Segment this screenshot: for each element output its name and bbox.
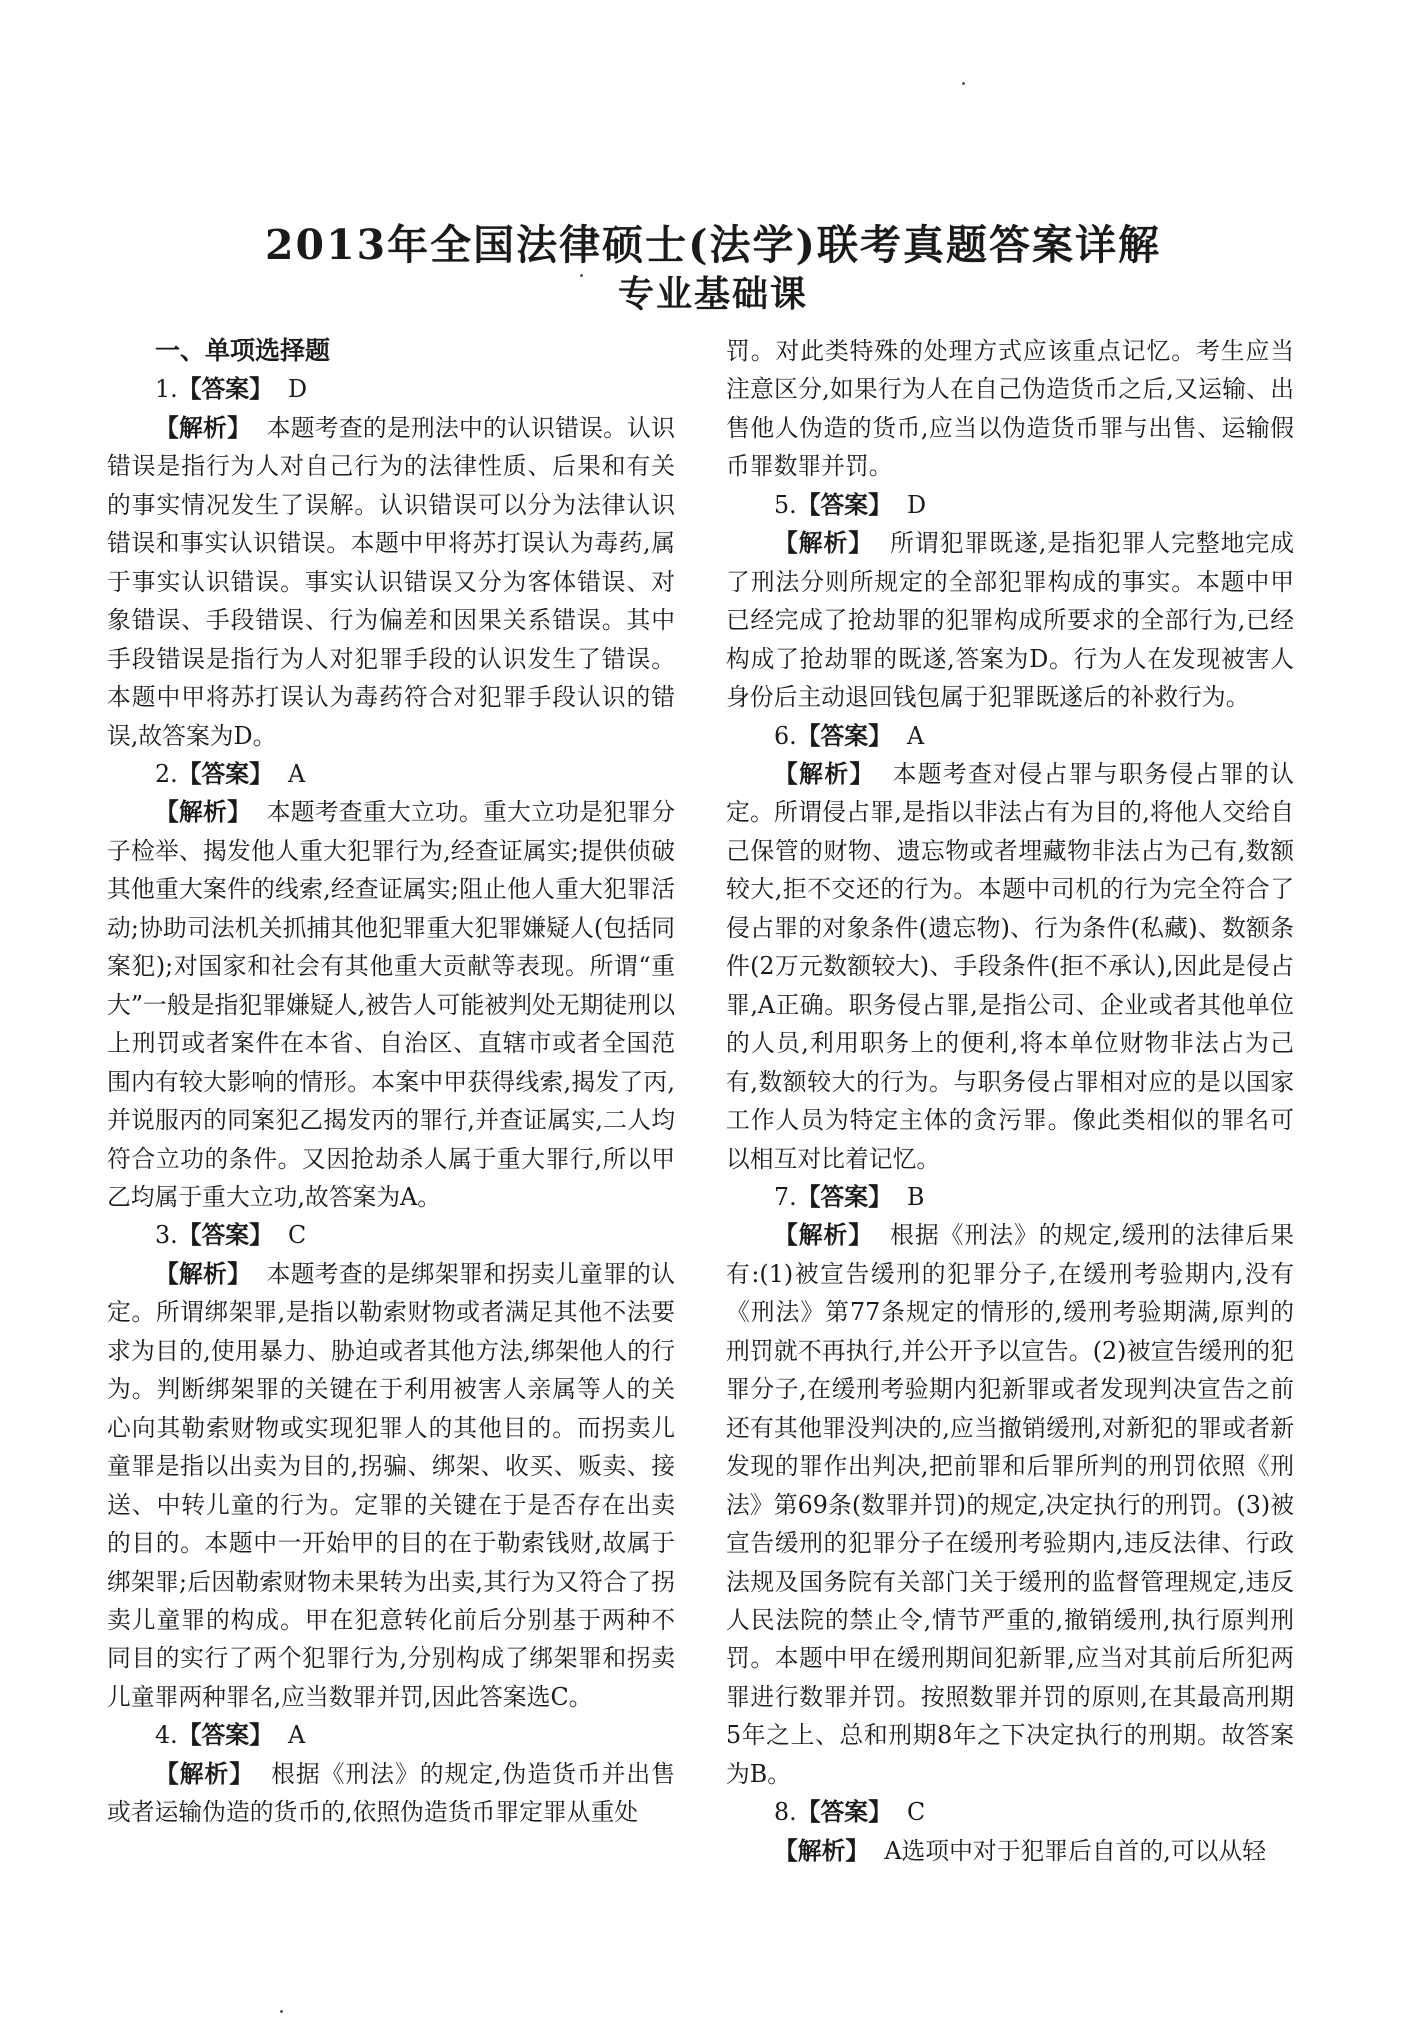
answer-value: D (907, 490, 927, 519)
explanation-tag: 【解析】 (774, 1221, 874, 1250)
answer-value: A (288, 1721, 306, 1750)
explanation-tag: 【解析】 (155, 798, 252, 827)
answer-tag: 【答案】 (177, 1721, 273, 1750)
answer-tag: 【答案】 (796, 1798, 892, 1827)
explanation-tag: 【解析】 (155, 413, 252, 442)
explanation-5 (726, 524, 1294, 716)
explanation-text: 根据《刑法》的规定,伪造货币并出售或者运输伪造的货币的,依照伪造货币罪定罪从重处 (107, 1759, 675, 1827)
answer-2 (107, 755, 675, 793)
explanation-text: 根据《刑法》的规定,缓刑的法律后果有:(1)被宣告缓刑的犯罪分子,在缓刑考验期内,没有《刑法》第77条规定的情形的,缓刑考验期满,原判的刑罚就不再执行,并公开予以宣告。(2)被宣告缓刑的犯罪分子,在缓刑考验期内犯新罪或者发现判决宣告之前还有其他罪没判决的,应当撤销缓刑,对新犯的罪或者新发现的罪作出判决,把前罪和后罪所判的刑罚依照《刑法》第69条(数罪并罚)的规定,决定执行的刑罚。(3)被宣告缓刑的犯罪分子在缓刑考验期内,违反法律、行政法规及国务院有关部门关于缓刑的监督管理规定,违反人民法院的禁止令,情节严重的,撤销缓刑,执行原判刑罚。本题中甲在缓刑期间犯新罪,应当对其前后所犯两罪进行数罪并罚。按照数罪并罚的原则,在其最高刑期5年之上、总和刑期8年之下决定执行的刑期。故答案为B。 (726, 1221, 1294, 1788)
explanation-tag: 【解析】 (774, 1836, 870, 1865)
answer-tag: 【答案】 (177, 1221, 273, 1250)
explanation-text: 本题考查重大立功。重大立功是犯罪分子检举、揭发他人重大犯罪行为,经查证属实;提供侦破其他重大案件的线索,经查证属实;阻止他人重大犯罪活动;协助司法机关抓捕其他犯罪重大犯罪嫌疑人(包括同案犯);对国家和社会有其他重大贡献等表现。所谓“重大”一般是指犯罪嫌疑人,被告人可能被判处无期徒刑以上刑罚或者案件在本省、自治区、直辖市或者全国范围内有较大影响的情形。本案中甲获得线索,揭发了丙,并说服丙的同案犯乙揭发丙的罪行,并查证属实,二人均符合立功的条件。又因抢劫杀人属于重大罪行,所以甲乙均属于重大立功,故答案为A。 (107, 798, 676, 1211)
explanation-text: 所谓犯罪既遂,是指犯罪人完整地完成了刑法分则所规定的全部犯罪构成的事实。本题中甲已经完成了抢劫罪的犯罪构成所要求的全部行为,已经构成了抢劫罪的既遂,答案为D。行为人在发现被害人身份后主动退回钱包属于犯罪既遂后的补救行为。 (726, 529, 1294, 712)
scan-speck (280, 2010, 283, 2013)
explanation-4 (107, 1755, 675, 1832)
explanation-tag: 【解析】 (155, 1759, 255, 1788)
answer-8 (726, 1793, 1294, 1831)
answer-value: C (907, 1798, 926, 1827)
explanation-1 (107, 409, 675, 755)
answer-number: 3. (155, 1221, 178, 1250)
page-title: 2013年全国法律硕士(法学)联考真题答案详解 (265, 221, 1161, 269)
right-column (726, 332, 1294, 1870)
scan-speck (962, 82, 965, 85)
answer-tag: 【答案】 (177, 759, 273, 788)
explanation-tag: 【解析】 (774, 529, 874, 558)
answer-value: C (288, 1221, 307, 1250)
answer-number: 7. (774, 1182, 797, 1211)
answer-number: 2. (155, 759, 178, 788)
explanation-4-continued: 罚。对此类特殊的处理方式应该重点记忆。考生应当注意区分,如果行为人在自己伪造货币之后,又运输、出售他人伪造的货币,应当以伪造货币罪与出售、运输假币罪数罪并罚。 (726, 337, 1294, 481)
answer-4 (107, 1716, 675, 1754)
explanation-8 (726, 1832, 1294, 1870)
explanation-text: A选项中对于犯罪后自首的,可以从轻 (884, 1836, 1267, 1865)
answer-value: D (288, 375, 308, 404)
answer-value: A (907, 721, 925, 750)
answer-6 (726, 717, 1294, 755)
explanation-6 (726, 755, 1294, 1178)
left-column (107, 332, 675, 1832)
answer-tag: 【答案】 (177, 375, 273, 404)
answer-number: 1. (155, 375, 178, 404)
explanation-text: 本题考查对侵占罪与职务侵占罪的认定。所谓侵占罪,是指以非法占有为目的,将他人交给自己保管的财物、遗忘物或者埋藏物非法占为己有,数额较大,拒不交还的行为。本题中司机的行为完全符合了侵占罪的对象条件(遗忘物)、行为条件(私藏)、数额条件(2万元数额较大)、手段条件(拒不承认),因此是侵占罪,A正确。职务侵占罪,是指公司、企业或者其他单位的人员,利用职务上的便利,将本单位财物非法占为己有,数额较大的行为。与职务侵占罪相对应的是以国家工作人员为特定主体的贪污罪。像此类相似的罪名可以相互对比着记忆。 (726, 759, 1295, 1173)
explanation-tag: 【解析】 (774, 759, 875, 788)
explanation-7 (726, 1216, 1294, 1793)
explanation-2 (107, 793, 675, 1216)
answer-value: B (907, 1182, 925, 1211)
answer-1 (107, 370, 675, 408)
answer-tag: 【答案】 (796, 490, 892, 519)
answer-number: 5. (774, 490, 797, 519)
answer-number: 8. (774, 1798, 797, 1827)
answer-tag: 【答案】 (796, 721, 892, 750)
scan-speck (580, 274, 583, 277)
answer-tag: 【答案】 (796, 1182, 892, 1211)
explanation-text: 本题考查的是刑法中的认识错误。认识错误是指行为人对自己行为的法律性质、后果和有关的事实情况发生了误解。认识错误可以分为法律认识错误和事实认识错误。本题中甲将苏打误认为毒药,属于事实认识错误。事实认识错误又分为客体错误、对象错误、手段错误、行为偏差和因果关系错误。其中手段错误是指行为人对犯罪手段的认识发生了错误。本题中甲将苏打误认为毒药符合对犯罪手段认识的错误,故答案为D。 (107, 413, 676, 750)
section-heading: 一、单项选择题 (155, 336, 331, 365)
answer-5 (726, 486, 1294, 524)
explanation-3 (107, 1255, 675, 1716)
explanation-tag: 【解析】 (155, 1259, 252, 1288)
answer-3 (107, 1216, 675, 1254)
answer-number: 4. (155, 1721, 178, 1750)
answer-number: 6. (774, 721, 797, 750)
answer-7 (726, 1178, 1294, 1216)
page-subtitle: 专业基础课 (617, 273, 808, 315)
explanation-text: 本题考查的是绑架罪和拐卖儿童罪的认定。所谓绑架罪,是指以勒索财物或者满足其他不法要求为目的,使用暴力、胁迫或者其他方法,绑架他人的行为。判断绑架罪的关键在于利用被害人亲属等人的关心向其勒索财物或实现犯罪人的其他目的。而拐卖儿童罪是指以出卖为目的,拐骗、绑架、收买、贩卖、接送、中转儿童的行为。定罪的关键在于是否存在出卖的目的。本题中一开始甲的目的在于勒索钱财,故属于绑架罪;后因勒索财物未果转为出卖,其行为又符合了拐卖儿童罪的构成。甲在犯意转化前后分别基于两种不同目的实行了两个犯罪行为,分别构成了绑架罪和拐卖儿童罪两种罪名,应当数罪并罚,因此答案选C。 (107, 1259, 676, 1711)
answer-value: A (288, 759, 306, 788)
